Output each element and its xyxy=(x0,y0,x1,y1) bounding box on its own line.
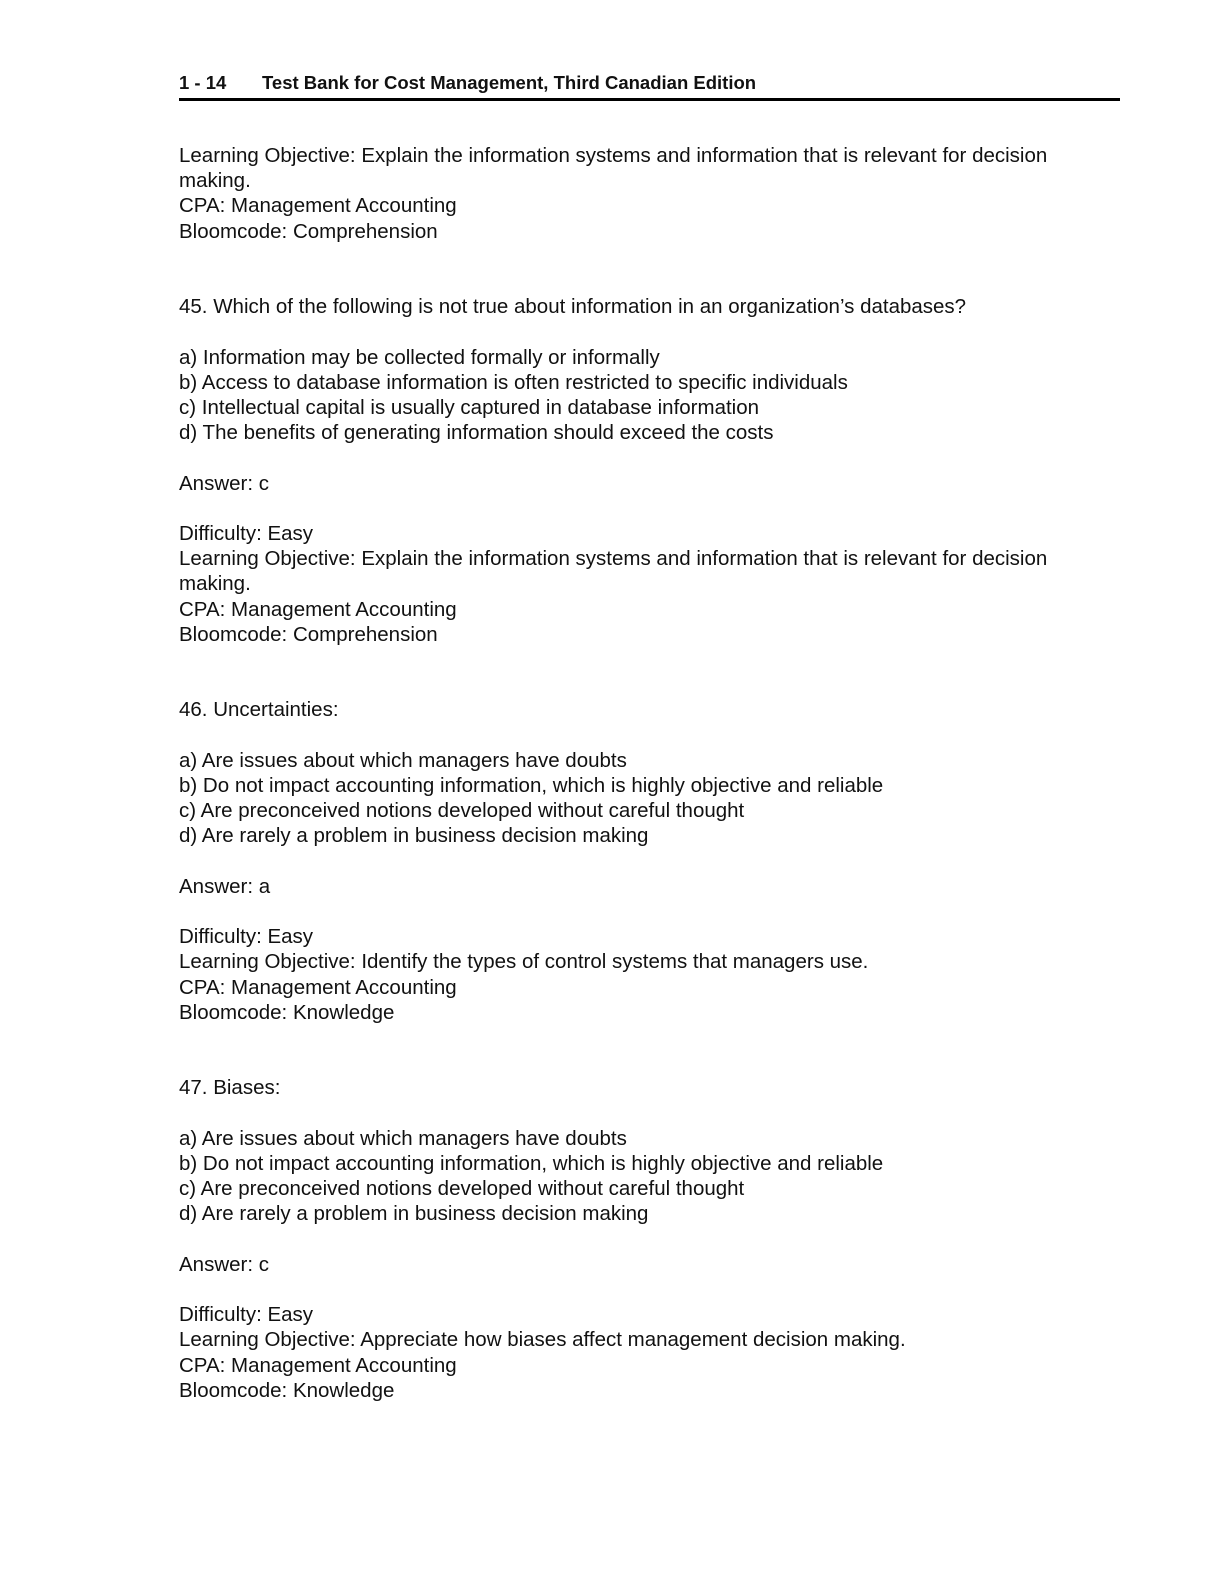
book-title: Test Bank for Cost Management, Third Canadian Edition xyxy=(262,72,757,93)
bloomcode: Bloomcode: Knowledge xyxy=(179,1000,395,1024)
cpa-category: CPA: Management Accounting xyxy=(179,975,457,999)
question-block-45 xyxy=(179,294,1124,647)
question-block-47 xyxy=(179,1075,1124,1403)
answer: Answer: c xyxy=(179,471,269,495)
bloomcode: Bloomcode: Knowledge xyxy=(179,1378,395,1402)
question-text: 45. Which of the following is not true about information in an organization’s databases? xyxy=(179,295,967,319)
cpa-category: CPA: Management Accounting xyxy=(179,1353,457,1377)
question-block-46 xyxy=(179,697,1124,1025)
option-a: a) Information may be collected formally or informally xyxy=(179,345,660,369)
page-body xyxy=(179,143,1124,1403)
question-text: 47. Biases: xyxy=(179,1076,281,1100)
bloomcode: Bloomcode: Comprehension xyxy=(179,622,438,646)
cpa-category: CPA: Management Accounting xyxy=(179,194,457,218)
learning-objective-continued: making. xyxy=(179,169,251,193)
learning-objective-continued: making. xyxy=(179,572,251,596)
option-a: a) Are issues about which managers have doubts xyxy=(179,748,627,772)
answer: Answer: a xyxy=(179,874,271,898)
running-header xyxy=(179,72,1120,101)
option-c: c) Intellectual capital is usually captured in database information xyxy=(179,396,760,419)
option-b: b) Do not impact accounting information, which is highly objective and reliable xyxy=(179,773,884,797)
option-d: d) The benefits of generating information should exceed the costs xyxy=(179,421,774,445)
learning-objective: Learning Objective: Appreciate how biases affect management decision making. xyxy=(179,1328,906,1352)
cpa-category: CPA: Management Accounting xyxy=(179,597,457,621)
option-c: c) Are preconceived notions developed without careful thought xyxy=(179,1177,745,1201)
prior-question-meta xyxy=(179,143,1124,244)
option-a: a) Are issues about which managers have doubts xyxy=(179,1126,627,1150)
difficulty: Difficulty: Easy xyxy=(179,925,314,949)
option-b: b) Do not impact accounting information, which is highly objective and reliable xyxy=(179,1151,884,1175)
page-number: 1 - 14 xyxy=(179,72,227,93)
question-text: 46. Uncertainties: xyxy=(179,698,339,722)
difficulty: Difficulty: Easy xyxy=(179,1303,314,1327)
option-d: d) Are rarely a problem in business decision making xyxy=(179,1202,649,1226)
option-b: b) Access to database information is often restricted to specific individuals xyxy=(179,370,848,394)
learning-objective: Learning Objective: Explain the information systems and information that is relevant for decision xyxy=(179,547,1048,571)
option-c: c) Are preconceived notions developed without careful thought xyxy=(179,799,745,823)
difficulty: Difficulty: Easy xyxy=(179,521,314,545)
answer: Answer: c xyxy=(179,1252,269,1276)
learning-objective: Learning Objective: Explain the information systems and information that is relevant for decision xyxy=(179,144,1048,167)
option-d: d) Are rarely a problem in business decision making xyxy=(179,824,649,848)
bloomcode: Bloomcode: Comprehension xyxy=(179,219,438,243)
learning-objective: Learning Objective: Identify the types of control systems that managers use. xyxy=(179,950,869,974)
